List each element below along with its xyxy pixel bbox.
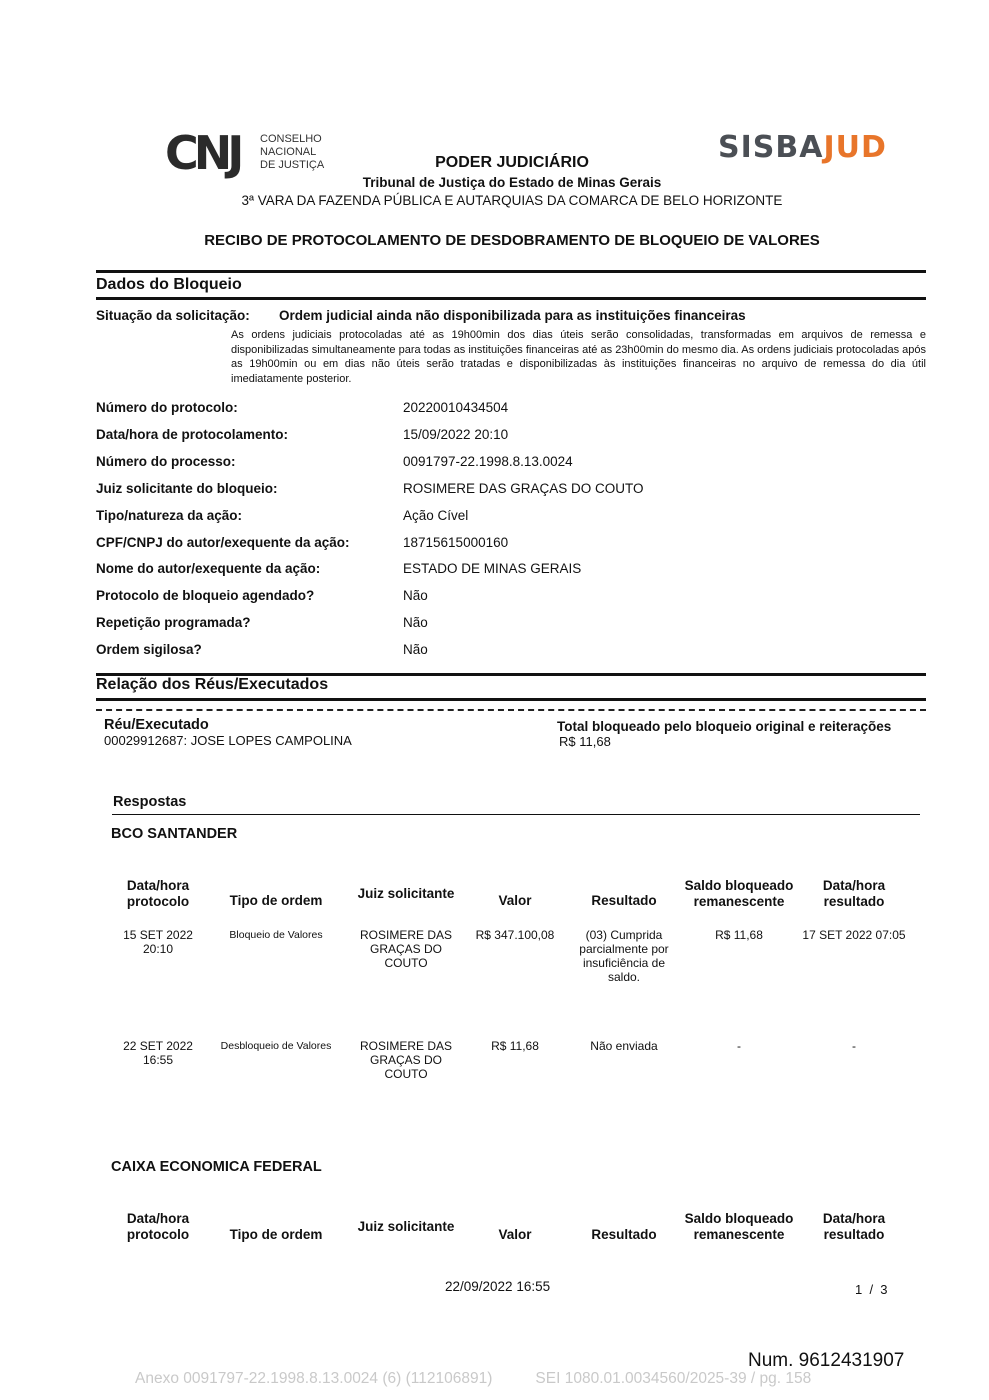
- field-value: 18715615000160: [403, 535, 509, 550]
- cnj-logo-mark: CNJ: [165, 126, 240, 180]
- field-label: Número do protocolo:: [96, 400, 238, 415]
- reu-value: 00029912687: JOSE LOPES CAMPOLINA: [104, 733, 352, 748]
- respostas-rule: [112, 814, 920, 815]
- reu-label: Réu/Executado: [104, 717, 209, 733]
- total-label: Total bloqueado pelo bloqueio original e reiterações: [557, 719, 892, 734]
- anexo-watermark: Anexo 0091797-22.1998.8.13.0024 (6) (112106891) SEI 1080.01.0034560/2025-39 / pg. 158: [135, 1370, 812, 1387]
- bank-name: CAIXA ECONOMICA FEDERAL: [111, 1159, 322, 1175]
- document-number: Num. 9612431907: [748, 1350, 905, 1371]
- section-rule-bottom: [96, 698, 926, 701]
- cnj-line-1: CONSELHO: [260, 133, 322, 145]
- column-header: Data/hora protocolo: [126, 1211, 190, 1242]
- column-header: Data/hora protocolo: [126, 878, 190, 909]
- dashed-divider: [96, 709, 926, 711]
- cell-juiz: ROSIMERE DAS GRAÇAS DO COUTO: [359, 928, 452, 970]
- field-value: 20220010434504: [403, 400, 509, 415]
- field-value: 0091797-22.1998.8.13.0024: [403, 454, 573, 469]
- vara-name: 3ª VARA DA FAZENDA PÚBLICA E AUTARQUIAS DA COMARCA DE BELO HORIZONTE: [241, 193, 783, 208]
- column-header: Tipo de ordem: [229, 1227, 323, 1242]
- column-header: Resultado: [591, 893, 657, 908]
- cnj-line-2: NACIONAL: [260, 146, 317, 158]
- cell-tipo-ordem: Bloqueio de Valores: [229, 929, 323, 941]
- situacao-value: Ordem judicial ainda não disponibilizada para as instituições financeiras: [279, 308, 746, 323]
- field-label: Tipo/natureza da ação:: [96, 508, 243, 523]
- column-header: Valor: [498, 1227, 532, 1242]
- column-header: Tipo de ordem: [229, 893, 323, 908]
- field-value: ESTADO DE MINAS GERAIS: [403, 561, 582, 576]
- page-number: 1 / 3: [855, 1282, 888, 1297]
- cell-valor: R$ 347.100,08: [475, 928, 555, 942]
- tribunal-name: Tribunal de Justiça do Estado de Minas Gerais: [362, 175, 662, 190]
- sisbajud-logo-part2: JUD: [823, 130, 887, 165]
- section-rule-bottom: [96, 297, 926, 300]
- column-header: Valor: [498, 893, 532, 908]
- sisbajud-logo-part1: SISBA: [718, 130, 824, 165]
- field-label: Ordem sigilosa?: [96, 642, 202, 657]
- column-header: Saldo bloqueado remanescente: [684, 1211, 794, 1242]
- section-rule-top: [96, 270, 926, 273]
- section-title-reus: Relação dos Réus/Executados: [96, 676, 329, 693]
- column-header: Data/hora resultado: [822, 878, 886, 909]
- cell-data-protocolo: 15 SET 2022 20:10: [123, 928, 193, 956]
- field-value: ROSIMERE DAS GRAÇAS DO COUTO: [403, 481, 644, 496]
- field-label: Data/hora de protocolamento:: [96, 427, 289, 442]
- field-value: Não: [403, 615, 428, 630]
- column-header: Saldo bloqueado remanescente: [684, 878, 794, 909]
- column-header: Data/hora resultado: [822, 1211, 886, 1242]
- cell-valor: R$ 11,68: [491, 1039, 539, 1053]
- cell-data-resultado: 17 SET 2022 07:05: [802, 928, 906, 942]
- cell-data-protocolo: 22 SET 2022 16:55: [123, 1039, 193, 1067]
- field-value: 15/09/2022 20:10: [403, 427, 509, 442]
- situacao-label: Situação da solicitação:: [96, 308, 250, 323]
- cell-resultado: (03) Cumprida parcialmente por insuficiência de saldo.: [579, 928, 669, 984]
- cell-resultado: Não enviada: [590, 1039, 658, 1053]
- cell-saldo: R$ 11,68: [715, 928, 763, 942]
- field-value: Não: [403, 642, 428, 657]
- cell-saldo: -: [737, 1039, 741, 1053]
- column-header: Juiz solicitante: [357, 1219, 455, 1234]
- field-label: Repetição programada?: [96, 615, 251, 630]
- column-header: Juiz solicitante: [357, 886, 455, 901]
- field-value: Não: [403, 588, 428, 603]
- respostas-title: Respostas: [113, 794, 187, 810]
- field-label: Juiz solicitante do bloqueio:: [96, 481, 278, 496]
- document-title: RECIBO DE PROTOCOLAMENTO DE DESDOBRAMENTO DE BLOQUEIO DE VALORES: [204, 232, 820, 249]
- field-value: Ação Cível: [403, 508, 469, 523]
- bank-name: BCO SANTANDER: [111, 826, 238, 842]
- cnj-line-3: DE JUSTIÇA: [260, 159, 325, 171]
- field-label: Número do processo:: [96, 454, 236, 469]
- footer-date: 22/09/2022 16:55: [445, 1279, 551, 1294]
- total-value: R$ 11,68: [559, 734, 611, 749]
- cell-juiz: ROSIMERE DAS GRAÇAS DO COUTO: [359, 1039, 452, 1081]
- cell-data-resultado: -: [852, 1039, 856, 1053]
- field-label: Nome do autor/exequente da ação:: [96, 561, 321, 576]
- situacao-note: As ordens judiciais protocoladas até as 19h00min dos dias úteis serão consolidadas, transformadas em arquivos de remessa e disponibilizadas simultaneamente para todas as instituições financeiras até as 23h00min do mesmo dia. As ordens judiciais protocoladas após as 19h00min ou em dias não úteis serão tratadas e disponibilizadas às instituições financeiras no arquivo de remessa do dia útil imediatamente posterior.: [231, 329, 926, 385]
- cell-tipo-ordem: Desbloqueio de Valores: [220, 1040, 332, 1052]
- column-header: Resultado: [591, 1227, 657, 1242]
- field-label: CPF/CNPJ do autor/exequente da ação:: [96, 535, 350, 550]
- field-label: Protocolo de bloqueio agendado?: [96, 588, 315, 603]
- poder-judiciario: PODER JUDICIÁRIO: [435, 154, 589, 171]
- section-title-bloqueio: Dados do Bloqueio: [96, 276, 242, 293]
